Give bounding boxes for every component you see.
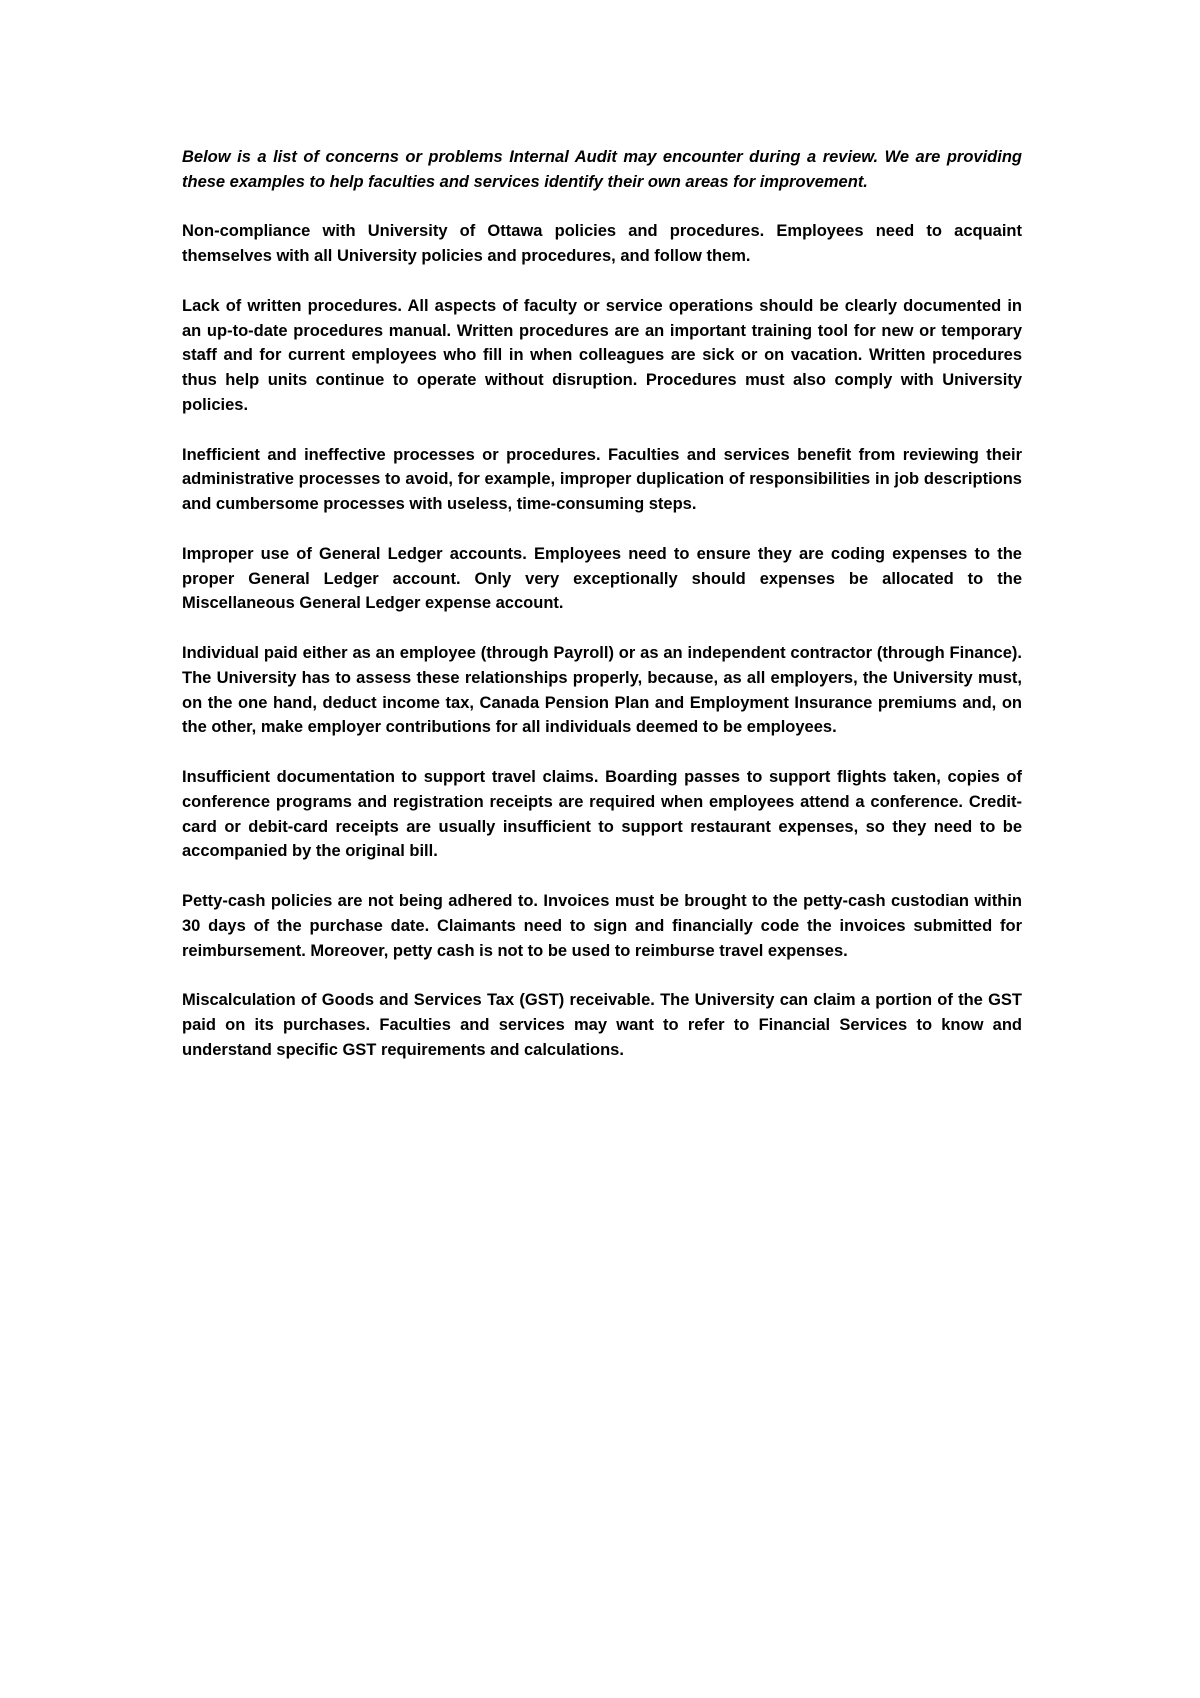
paragraph-general-ledger: Improper use of General Ledger accounts. Employees need to ensure they are coding expenses to the proper General Ledger account. Only very exceptionally should expenses be allocated to the Miscellaneous General Ledger expense account. <box>182 544 1022 613</box>
paragraph-non-compliance: Non-compliance with University of Ottawa policies and procedures. Employees need to acquaint themselves with all University policies and procedures, and follow them. <box>182 222 1022 266</box>
paragraph-petty-cash: Petty-cash policies are not being adhered to. Invoices must be brought to the petty-cash custodian within 30 days of the purchase date. Claimants need to sign and financially code the invoices submitted for reimbursement. Moreover, petty cash is not to be used to reimburse travel expenses. <box>182 891 1022 960</box>
paragraph-employee-contractor: Individual paid either as an employee (through Payroll) or as an independent contractor (through Finance). The University has to assess these relationships properly, because, as all employers, the University must, on the one hand, deduct income tax, Canada Pension Plan and Employment Insurance premiums and, on the other, make employer contributions for all individuals deemed to be employees. <box>182 643 1022 737</box>
paragraph-travel-claims: Insufficient documentation to support travel claims. Boarding passes to support flights taken, copies of conference programs and registration receipts are required when employees attend a conference. Credit-card or debit-card receipts are usually insufficient to support restaurant expenses, so they need to be accompanied by the original bill. <box>182 767 1022 861</box>
paragraph-inefficient-processes: Inefficient and ineffective processes or procedures. Faculties and services benefit from reviewing their administrative processes to avoid, for example, improper duplication of responsibilities in job descriptions and cumbersome processes with useless, time-consuming steps. <box>182 445 1022 514</box>
paragraph-gst: Miscalculation of Goods and Services Tax (GST) receivable. The University can claim a portion of the GST paid on its purchases. Faculties and services may want to refer to Financial Services to know and understand specific GST requirements and calculations. <box>182 991 1022 1059</box>
intro-paragraph: Below is a list of concerns or problems Internal Audit may encounter during a review. We are providing these examples to help faculties and services identify their own areas for improvement. <box>182 148 1022 191</box>
paragraph-written-procedures: Lack of written procedures. All aspects of faculty or service operations should be clearly documented in an up-to-date procedures manual. Written procedures are an important training tool for new or temporary staff and for current employees who fill in when colleagues are sick or on vacation. Written procedures thus help units continue to operate without disruption. Procedures must also comply with University policies. <box>182 296 1022 414</box>
document-page <box>182 145 1022 1087</box>
